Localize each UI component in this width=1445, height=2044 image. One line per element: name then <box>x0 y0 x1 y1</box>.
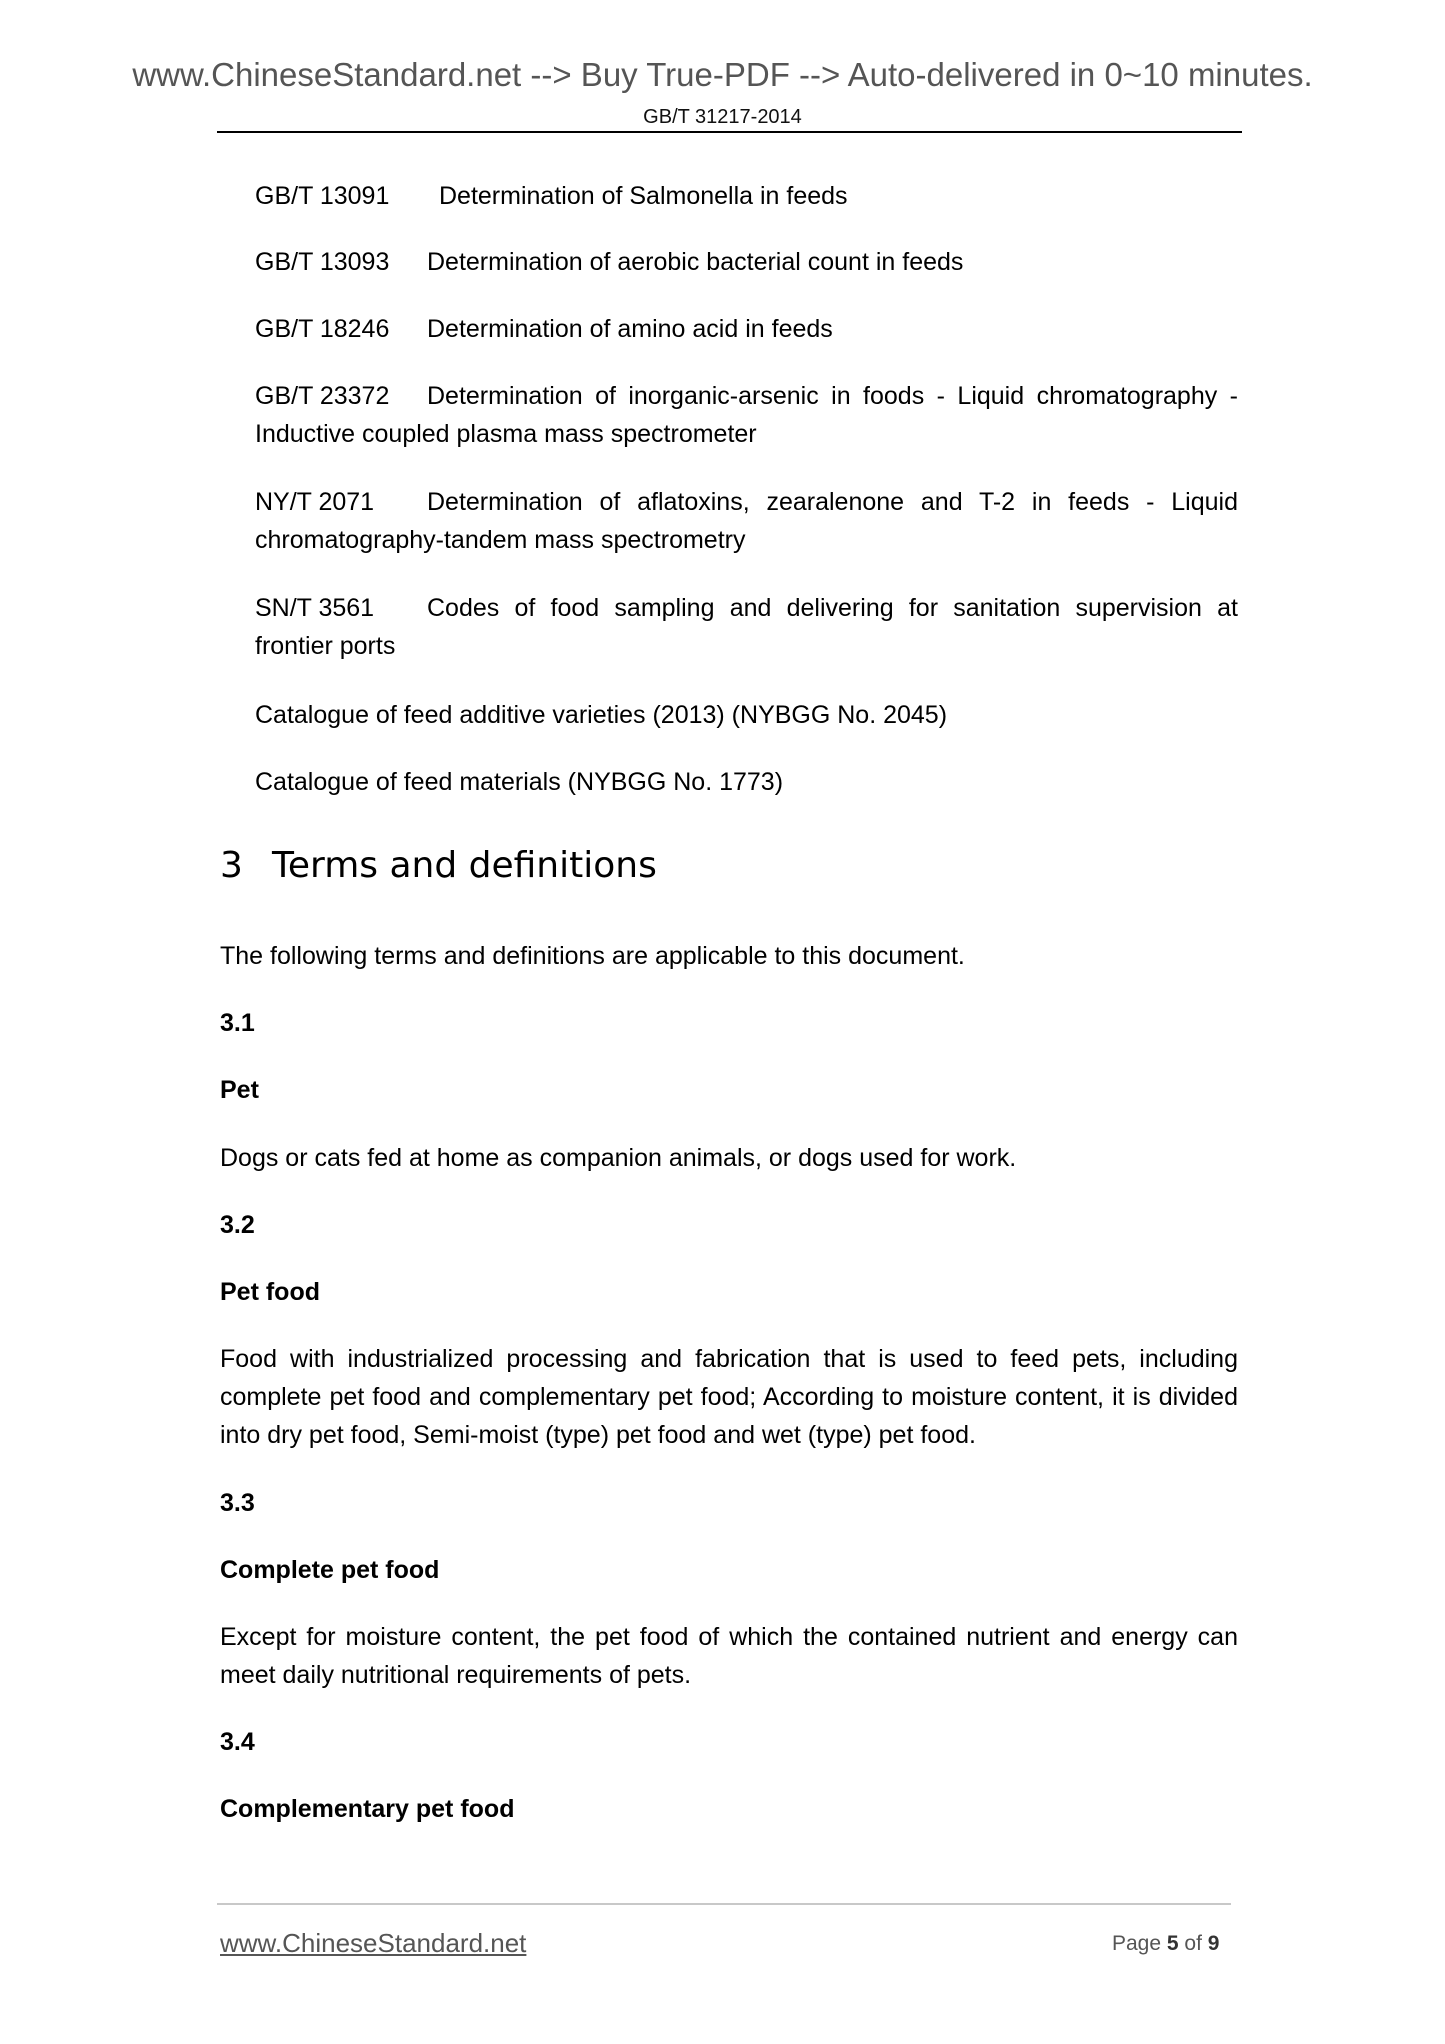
reference-item <box>255 243 1238 281</box>
reference-item <box>255 696 1238 734</box>
term-name: Pet food <box>220 1278 320 1306</box>
reference-code: GB/T 13091 <box>255 182 390 210</box>
reference-title: Determination of Salmonella in feeds <box>439 182 848 210</box>
current-page: 5 <box>1166 1932 1179 1955</box>
section-title: Terms and definitions <box>272 845 657 886</box>
reference-code: GB/T 13093 <box>255 248 390 276</box>
term-definition: Except for moisture content, the pet food of which the contained nutrient and energy can meet daily nutritional requirements of pets. <box>220 1623 1238 1689</box>
footer-divider <box>217 1903 1231 1905</box>
reference-title: Determination of aerobic bacterial count in feeds <box>427 248 964 276</box>
standard-code: GB/T 31217-2014 <box>643 106 802 128</box>
term-definition: Food with industrialized processing and fabrication that is used to feed pets, including complete pet food and complementary pet food; According to moisture content, it is divided into dry pet food, Semi-moist (type) pet food and wet (type) pet food. <box>220 1345 1238 1449</box>
reference-title: Determination of inorganic-arsenic in foods - Liquid chromatography - Inductive coupled plasma mass spectrometer <box>255 382 1238 448</box>
footer-site-link[interactable]: www.ChineseStandard.net <box>220 1928 527 1958</box>
reference-item <box>255 589 1238 665</box>
reference-title: Codes of food sampling and delivering for sanitation supervision at frontier ports <box>255 594 1238 660</box>
reference-code: GB/T 18246 <box>255 315 390 343</box>
reference-code: GB/T 23372 <box>255 382 390 410</box>
header-divider <box>217 131 1242 133</box>
reference-code: NY/T 2071 <box>255 488 375 516</box>
reference-title: Catalogue of feed additive varieties (2013) (NYBGG No. 2045) <box>255 701 948 729</box>
reference-item <box>255 177 1238 215</box>
section-number: 3 <box>220 845 243 886</box>
total-pages: 9 <box>1207 1932 1220 1955</box>
term-number: 3.4 <box>220 1728 255 1756</box>
reference-title: Catalogue of feed materials (NYBGG No. 1773) <box>255 768 784 796</box>
term-name: Pet <box>220 1076 259 1104</box>
reference-item <box>255 377 1238 453</box>
site-banner: www.ChineseStandard.net --> Buy True-PDF --> Auto-delivered in 0~10 minutes. <box>132 56 1313 93</box>
term-definition: Dogs or cats fed at home as companion animals, or dogs used for work. <box>220 1144 1017 1172</box>
term-name: Complete pet food <box>220 1556 440 1584</box>
page-indicator <box>1112 1932 1219 1956</box>
page-of-label: of <box>1184 1932 1202 1955</box>
reference-item <box>255 483 1238 559</box>
reference-item <box>255 310 1238 348</box>
term-number: 3.1 <box>220 1009 255 1037</box>
term-number: 3.2 <box>220 1211 255 1239</box>
reference-item <box>255 763 1238 801</box>
section-heading <box>220 845 657 886</box>
term-number: 3.3 <box>220 1489 255 1517</box>
term-name: Complementary pet food <box>220 1795 515 1823</box>
section-intro: The following terms and definitions are applicable to this document. <box>220 942 965 970</box>
page-label: Page <box>1112 1932 1162 1955</box>
reference-code: SN/T 3561 <box>255 594 375 622</box>
reference-title: Determination of amino acid in feeds <box>427 315 833 343</box>
reference-title: Determination of aflatoxins, zearalenone and T-2 in feeds - Liquid chromatography-tandem mass spectrometry <box>255 488 1238 554</box>
